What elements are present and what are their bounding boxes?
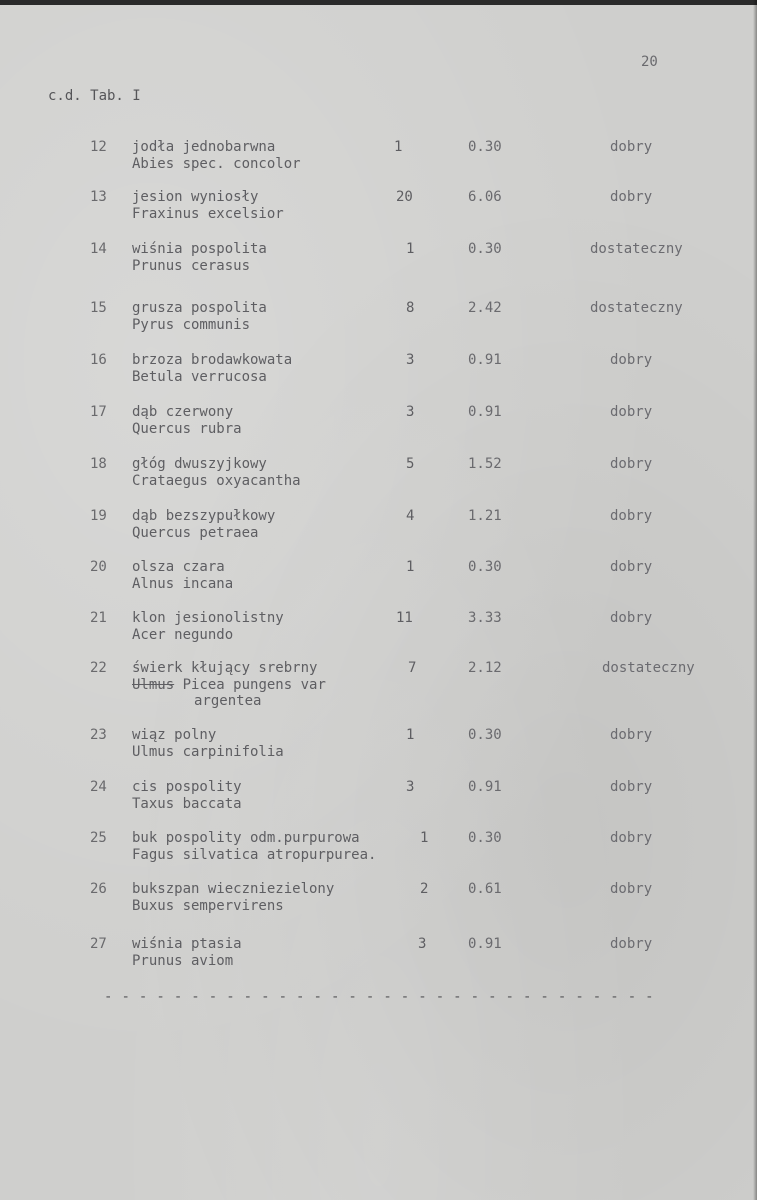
species-names xyxy=(132,300,267,333)
latin-name: Fagus silvatica atropurpurea. xyxy=(132,846,377,863)
species-names xyxy=(132,508,275,541)
species-names xyxy=(132,241,267,274)
table-row xyxy=(0,727,757,787)
polish-name: wiśnia pospolita xyxy=(132,241,267,257)
species-names xyxy=(132,352,292,385)
tree-count: 5 xyxy=(406,456,415,472)
row-number: 22 xyxy=(90,660,107,676)
row-number: 26 xyxy=(90,881,107,897)
condition: dobry xyxy=(610,508,653,524)
row-number: 19 xyxy=(90,508,107,524)
polish-name: dąb bezszypułkowy xyxy=(132,508,276,524)
page-top-edge xyxy=(0,0,757,5)
tree-count: 3 xyxy=(406,352,415,368)
latin-name: Quercus rubra xyxy=(132,420,242,437)
row-number: 21 xyxy=(90,610,107,626)
percentage: 0.30 xyxy=(468,727,502,743)
percentage: 0.91 xyxy=(468,779,502,795)
row-number: 14 xyxy=(90,241,107,257)
condition: dobry xyxy=(610,404,653,420)
condition: dobry xyxy=(610,559,653,575)
latin-name: Prunus aviom xyxy=(132,952,234,969)
polish-name: klon jesionolistny xyxy=(132,610,284,626)
polish-name: olsza czara xyxy=(132,559,225,575)
latin-name: Crataegus oxyacantha xyxy=(132,472,301,489)
percentage: 3.33 xyxy=(468,610,502,626)
condition: dobry xyxy=(610,881,653,897)
species-names xyxy=(132,881,334,914)
row-number: 16 xyxy=(90,352,107,368)
row-number: 18 xyxy=(90,456,107,472)
tree-count: 20 xyxy=(396,189,413,205)
table-row xyxy=(0,352,757,412)
table-row xyxy=(0,660,757,720)
species-names xyxy=(132,610,284,643)
row-number: 15 xyxy=(90,300,107,316)
condition: dobry xyxy=(610,936,653,952)
polish-name: wiąz polny xyxy=(132,727,217,743)
latin-name: Prunus cerasus xyxy=(132,257,251,274)
percentage: 6.06 xyxy=(468,189,502,205)
condition: dobry xyxy=(610,456,653,472)
tree-count: 3 xyxy=(406,779,415,795)
condition: dobry xyxy=(610,727,653,743)
row-number: 12 xyxy=(90,139,107,155)
percentage: 2.42 xyxy=(468,300,502,316)
polish-name: jesion wyniosły xyxy=(132,189,259,205)
tree-count: 7 xyxy=(408,660,417,676)
species-names xyxy=(132,727,284,760)
tree-count: 1 xyxy=(406,727,415,743)
latin-name: Pyrus communis xyxy=(132,316,251,333)
tree-count: 4 xyxy=(406,508,415,524)
latin-name: Acer negundo xyxy=(132,626,234,643)
latin-name: Ulmus carpinifolia xyxy=(132,743,284,760)
percentage: 0.30 xyxy=(468,559,502,575)
polish-name: brzoza brodawkowata xyxy=(132,352,293,368)
polish-name: wiśnia ptasia xyxy=(132,936,242,952)
percentage: 2.12 xyxy=(468,660,502,676)
latin-name-line xyxy=(132,677,326,694)
row-number: 17 xyxy=(90,404,107,420)
condition: dobry xyxy=(610,610,653,626)
tree-count: 1 xyxy=(420,830,429,846)
condition: dostateczny xyxy=(590,300,683,316)
latin-name: Fraxinus excelsior xyxy=(132,205,284,222)
tree-count: 1 xyxy=(394,139,403,155)
table-row xyxy=(0,241,757,301)
table-row xyxy=(0,300,757,360)
row-number: 27 xyxy=(90,936,107,952)
page-number: 20 xyxy=(641,54,658,70)
tree-count: 11 xyxy=(396,610,413,626)
species-names xyxy=(132,660,326,710)
percentage: 0.61 xyxy=(468,881,502,897)
polish-name: bukszpan wieczniezielony xyxy=(132,881,335,897)
polish-name: dąb czerwony xyxy=(132,404,234,420)
latin-name: Buxus sempervirens xyxy=(132,897,284,914)
latin-name: Taxus baccata xyxy=(132,795,242,812)
row-number: 23 xyxy=(90,727,107,743)
species-names xyxy=(132,456,301,489)
latin-name-continued: argentea xyxy=(194,693,262,709)
polish-name: świerk kłujący srebrny xyxy=(132,660,318,676)
row-number: 20 xyxy=(90,559,107,575)
condition: dobry xyxy=(610,189,653,205)
tree-count: 8 xyxy=(406,300,415,316)
struck-word: Ulmus xyxy=(132,676,175,693)
polish-name: grusza pospolita xyxy=(132,300,267,316)
species-names xyxy=(132,779,242,812)
condition: dobry xyxy=(610,139,653,155)
latin-name: Quercus petraea xyxy=(132,524,259,541)
polish-name: jodła jednobarwna xyxy=(132,139,276,155)
percentage: 0.91 xyxy=(468,404,502,420)
condition: dobry xyxy=(610,352,653,368)
row-number: 25 xyxy=(90,830,107,846)
table-end-rule: - - - - - - - - - - - - - - - - - - - - - - - - - - - - - - - - xyxy=(104,989,654,1005)
species-names xyxy=(132,404,242,437)
latin-name: Picea pungens var xyxy=(182,676,326,693)
percentage: 0.30 xyxy=(468,241,502,257)
condition: dobry xyxy=(610,779,653,795)
species-names xyxy=(132,139,301,172)
condition: dostateczny xyxy=(602,660,695,676)
percentage: 0.30 xyxy=(468,139,502,155)
species-names xyxy=(132,936,242,969)
row-number: 13 xyxy=(90,189,107,205)
table-row xyxy=(0,189,757,249)
polish-name: buk pospolity odm.purpurowa xyxy=(132,830,360,846)
table-row xyxy=(0,936,757,996)
table-row xyxy=(0,456,757,516)
row-number: 24 xyxy=(90,779,107,795)
tree-count: 1 xyxy=(406,241,415,257)
species-names xyxy=(132,189,284,222)
table-row xyxy=(0,881,757,941)
tree-count: 3 xyxy=(418,936,427,952)
tree-count: 1 xyxy=(406,559,415,575)
species-names xyxy=(132,830,376,863)
condition: dostateczny xyxy=(590,241,683,257)
polish-name: cis pospolity xyxy=(132,779,242,795)
table-reference: c.d. Tab. I xyxy=(48,88,141,104)
table-row xyxy=(0,404,757,464)
latin-name: Alnus incana xyxy=(132,575,234,592)
percentage: 1.21 xyxy=(468,508,502,524)
latin-name: Abies spec. concolor xyxy=(132,155,301,172)
percentage: 0.91 xyxy=(468,936,502,952)
condition: dobry xyxy=(610,830,653,846)
tree-count: 3 xyxy=(406,404,415,420)
percentage: 1.52 xyxy=(468,456,502,472)
species-names xyxy=(132,559,233,592)
tree-count: 2 xyxy=(420,881,429,897)
percentage: 0.91 xyxy=(468,352,502,368)
percentage: 0.30 xyxy=(468,830,502,846)
latin-name: Betula verrucosa xyxy=(132,368,267,385)
polish-name: głóg dwuszyjkowy xyxy=(132,456,267,472)
